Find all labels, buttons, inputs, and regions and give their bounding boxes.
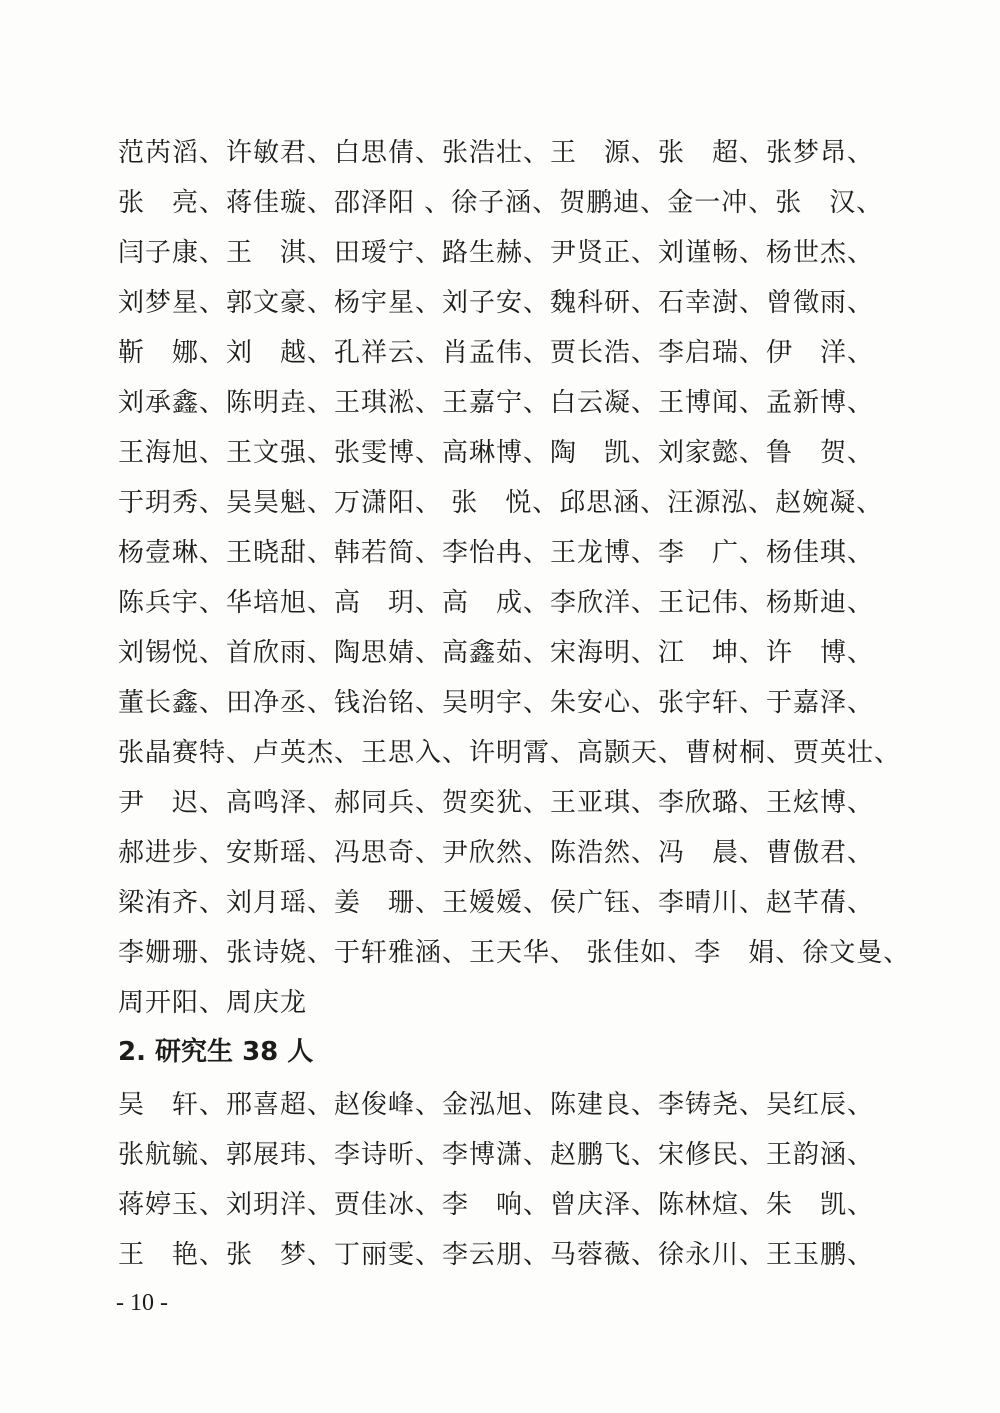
name-line: 于玥秀、吴昊魁、万潇阳、 张 悦、邱思涵、汪源泓、赵婉凝、	[118, 488, 884, 518]
name-line: 郝进步、安斯瑶、冯思奇、尹欣然、陈浩然、冯 晨、曹傲君、	[118, 838, 875, 868]
name-line: 杨壹琳、王晓甜、韩若简、李怡冉、王龙博、李 广、杨佳琪、	[118, 538, 875, 568]
undergraduate-name-list	[118, 128, 911, 1028]
name-line: 刘承鑫、陈明垚、王琪淞、王嘉宁、白云凝、王博闻、孟新博、	[118, 388, 875, 418]
name-line: 陈兵宇、华培旭、高 玥、高 成、李欣洋、王记伟、杨斯迪、	[118, 588, 875, 618]
name-line: 靳 娜、刘 越、孔祥云、肖孟伟、贾长浩、李启瑞、伊 洋、	[118, 338, 875, 368]
name-line: 刘梦星、郭文豪、杨宇星、刘子安、魏科研、石幸澍、曾徵雨、	[118, 288, 875, 318]
name-line: 王海旭、王文强、张雯博、高琳博、陶 凯、刘家懿、鲁 贺、	[118, 438, 875, 468]
name-line: 蒋婷玉、刘玥洋、贾佳冰、李 响、曾庆泽、陈林煊、朱 凯、	[118, 1190, 875, 1220]
name-line: 吴 轩、邢喜超、赵俊峰、金泓旭、陈建良、李铸尧、吴红辰、	[118, 1090, 875, 1120]
graduate-name-list	[118, 1080, 898, 1280]
name-line: 范芮滔、许敏君、白思倩、张浩壮、王 源、张 超、张梦昂、	[118, 138, 875, 168]
name-line: 张航毓、郭展玮、李诗昕、李博潇、赵鹏飞、宋修民、王韵涵、	[118, 1140, 875, 1170]
name-line: 张晶赛特、卢英杰、王思入、许明霄、高颢天、曹树桐、贾英壮、	[118, 738, 902, 768]
name-line: 闫子康、王 淇、田瑷宁、路生赫、尹贤正、刘谨畅、杨世杰、	[118, 238, 875, 268]
name-line: 张 亮、蒋佳璇、邵泽阳 、徐子涵、贺鹏迪、金一冲、张 汉、	[118, 188, 884, 218]
graduate-section-heading: 2. 研究生 38 人	[118, 1037, 314, 1067]
name-line: 董长鑫、田净丞、钱治铭、吴明宇、朱安心、张宇轩、于嘉泽、	[118, 688, 875, 718]
name-line: 周开阳、周庆龙	[118, 988, 308, 1018]
name-line: 李姗珊、张诗娆、于轩雅涵、王天华、 张佳如、李 娟、徐文曼、	[118, 938, 911, 968]
page-number: - 10 -	[116, 1290, 168, 1316]
name-line: 尹 迟、高鸣泽、郝同兵、贺奕犹、王亚琪、李欣璐、王炫博、	[118, 788, 875, 818]
name-line: 王 艳、张 梦、丁丽雯、李云朋、马蓉薇、徐永川、王玉鹏、	[118, 1240, 875, 1270]
name-line: 梁洧齐、刘月瑶、姜 珊、王嫒嫒、侯广钰、李晴川、赵芊蒨、	[118, 888, 875, 918]
name-line: 刘锡悦、首欣雨、陶思婧、高鑫茹、宋海明、江 坤、许 博、	[118, 638, 875, 668]
